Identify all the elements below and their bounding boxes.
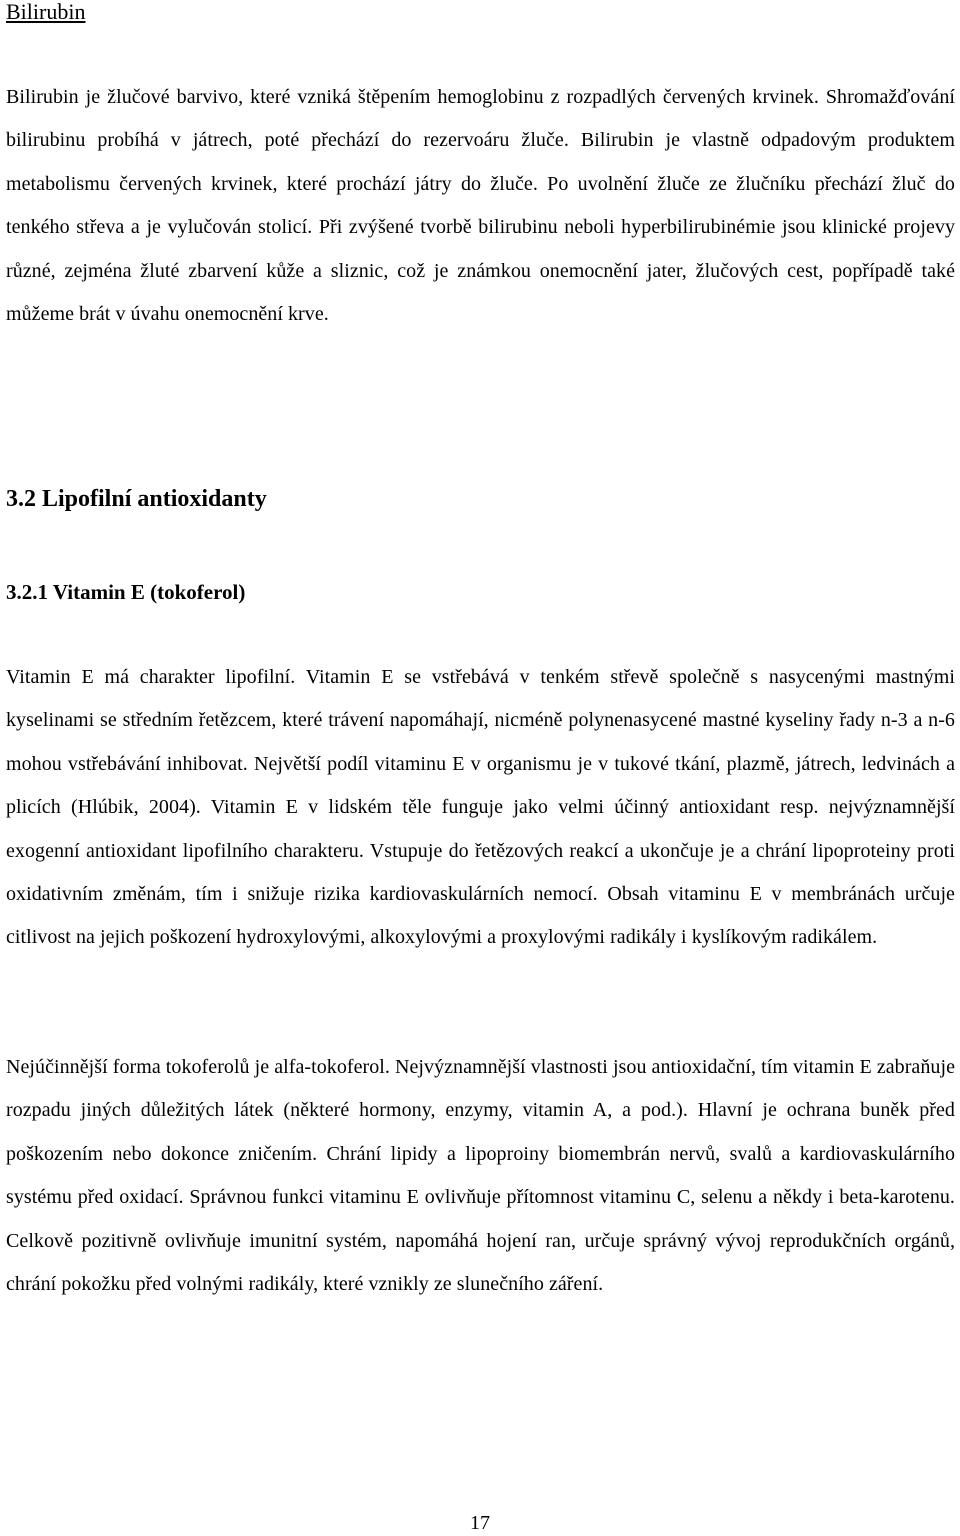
section-heading: 3.2 Lipofilní antioxidanty (6, 486, 267, 512)
subsection-heading: 3.2.1 Vitamin E (tokoferol) (6, 580, 246, 604)
page-number: 17 (470, 1512, 490, 1534)
vitamin-e-paragraph-2: Nejúčinnější forma tokoferolů je alfa-tokoferol. Nejvýznamnější vlastnosti jsou antioxidační, tím vitamin E zabraňuje rozpadu jiných důležitých látek (některé hormony, enzymy, vitamin A, a pod.). Hlavní je ochrana buněk před poškozením nebo dokonce zničením. Chrání lipidy a lipoproiny biomembrán nervů, svalů a kardiovaskulárního systému před oxidací. Správnou funkci vitaminu E ovlivňuje přítomnost vitaminu C, selenu a někdy i beta-karotenu. Celkově pozitivně ovlivňuje imunitní systém, napomáhá hojení ran, určuje správný vývoj reprodukčních orgánů, chrání pokožku před volnými radikály, které vznikly ze slunečního záření. (6, 1056, 955, 1296)
vitamin-e-paragraph-1: Vitamin E má charakter lipofilní. Vitamin E se vstřebává v tenkém střevě společně s nasycenými mastnými kyselinami se středním řetězcem, které trávení napomáhají, nicméně polynenasycené mastné kyseliny řady n-3 a n-6 mohou vstřebávání inhibovat. Největší podíl vitaminu E v organismu je v tukové tkání, plazmě, játrech, ledvinách a plicích (Hlúbik, 2004). Vitamin E v lidském těle funguje jako velmi účinný antioxidant resp. nejvýznamnější exogenní antioxidant lipofilního charakteru. Vstupuje do řetězových reakcí a ukončuje je a chrání lipoproteiny proti oxidativním změnám, tím i snižuje rizika kardiovaskulárních nemocí. Obsah vitaminu E v membránách určuje citlivost na jejich poškození hydroxylovými, alkoxylovými a proxylovými radikály i kyslíkovým radikálem. (6, 666, 955, 949)
bilirubin-link[interactable]: Bilirubin (6, 0, 86, 24)
bilirubin-paragraph: Bilirubin je žlučové barvivo, které vzniká štěpením hemoglobinu z rozpadlých červených krvinek. Shromažďování bilirubinu probíhá v játrech, poté přechází do rezervoáru žluče. Bilirubin je vlastně odpadovým produktem metabolismu červených krvinek, které prochází játry do žluče. Po uvolnění žluče ze žlučníku přechází žluč do tenkého střeva a je vylučován stolicí. Při zvýšené tvorbě bilirubinu neboli hyperbilirubinémie jsou klinické projevy různé, zejména žluté zbarvení kůže a sliznic, což je známkou onemocnění jater, žlučových cest, popřípadě také můžeme brát v úvahu onemocnění krve. (6, 86, 955, 326)
